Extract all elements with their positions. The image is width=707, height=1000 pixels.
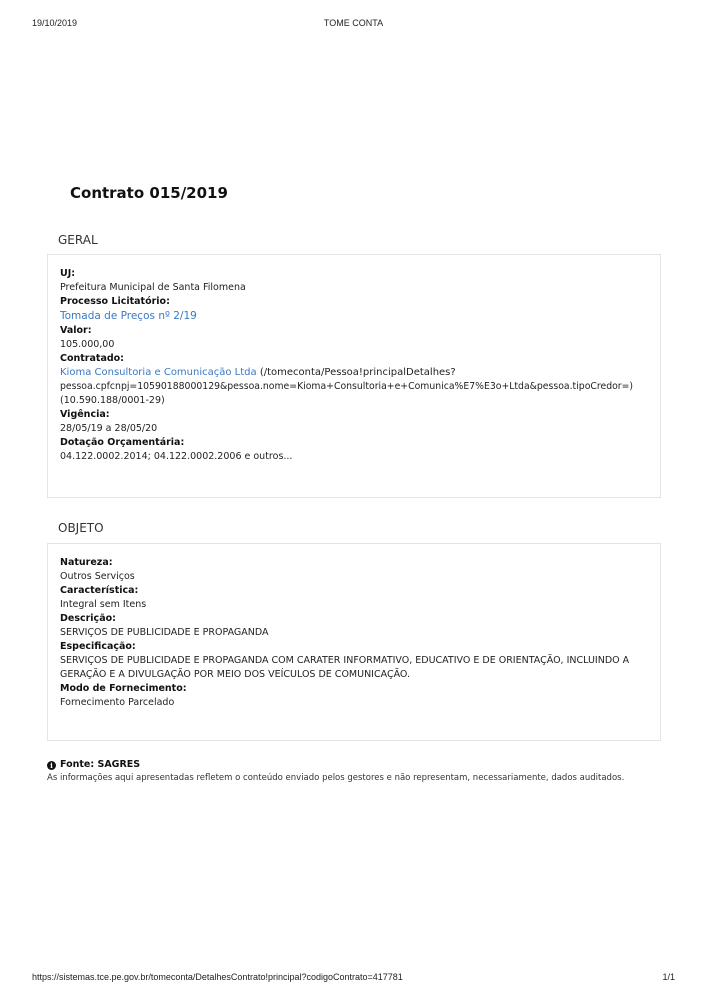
section-title-objeto: OBJETO [58,521,104,535]
natureza-label: Natureza: [60,557,113,568]
processo-label: Processo Licitatório: [60,296,170,307]
print-site-title: TOME CONTA [323,18,384,28]
info-icon: i [47,761,56,770]
print-date: 19/10/2019 [32,18,78,28]
descricao-label: Descrição: [60,613,116,624]
dotacao-value: 04.122.0002.2014; 04.122.0002.2006 e outros... [60,451,293,462]
especificacao-value-line-1: SERVIÇOS DE PUBLICIDADE E PROPAGANDA COM CARATER INFORMATIVO, EDUCATIVO E DE ORIENTAÇÃO, INCLUINDO A [60,655,630,666]
contratado-doc: (10.590.188/0001-29) [60,395,165,406]
contratado-label: Contratado: [60,353,124,364]
descricao-value: SERVIÇOS DE PUBLICIDADE E PROPAGANDA [60,627,269,638]
modo-value: Fornecimento Parcelado [60,697,175,708]
source-block [47,758,667,785]
especificacao-value-line-2: GERAÇÃO E A DIVULGAÇÃO POR MEIO DOS VEÍCULOS DE COMUNICAÇÃO. [60,669,411,680]
geral-card [47,254,661,498]
processo-value [60,309,660,324]
valor-value: 105.000,00 [60,339,115,350]
vigencia-label: Vigência: [60,409,110,420]
caracteristica-value: Integral sem Itens [60,599,147,610]
valor-label: Valor: [60,325,92,336]
page-title: Contrato 015/2019 [70,184,228,202]
caracteristica-label: Característica: [60,585,139,596]
uj-value: Prefeitura Municipal de Santa Filomena [60,282,246,293]
processo-link[interactable]: Tomada de Preços nº 2/19 [60,310,197,322]
source-note: As informações aqui apresentadas refletem o conteúdo enviado pelos gestores e não representam, necessariamente, dados auditados. [47,773,625,783]
contratado-url-part-1: (/tomeconta/Pessoa!principalDetalhes? [256,367,456,378]
natureza-value: Outros Serviços [60,571,135,582]
contratado-value [60,366,660,380]
print-page-number: 1/1 [662,972,675,982]
section-title-geral: GERAL [58,233,98,247]
vigencia-value: 28/05/19 a 28/05/20 [60,423,158,434]
objeto-card [47,543,661,741]
contratado-url-part-2: pessoa.cpfcnpj=10590188000129&pessoa.nome=Kioma+Consultoria+e+Comunica%E7%E3o+Ltda&pessoa.tipoCredor=) [60,381,634,392]
contratado-link[interactable]: Kioma Consultoria e Comunicação Ltda [60,367,257,378]
source-line [47,758,667,772]
dotacao-label: Dotação Orçamentária: [60,437,185,448]
modo-label: Modo de Fornecimento: [60,683,187,694]
print-url: https://sistemas.tce.pe.gov.br/tomeconta/DetalhesContrato!principal?codigoContrato=417781 [32,972,403,982]
source-label: Fonte: SAGRES [60,759,141,770]
especificacao-label: Especificação: [60,641,136,652]
uj-label: UJ: [60,268,76,279]
